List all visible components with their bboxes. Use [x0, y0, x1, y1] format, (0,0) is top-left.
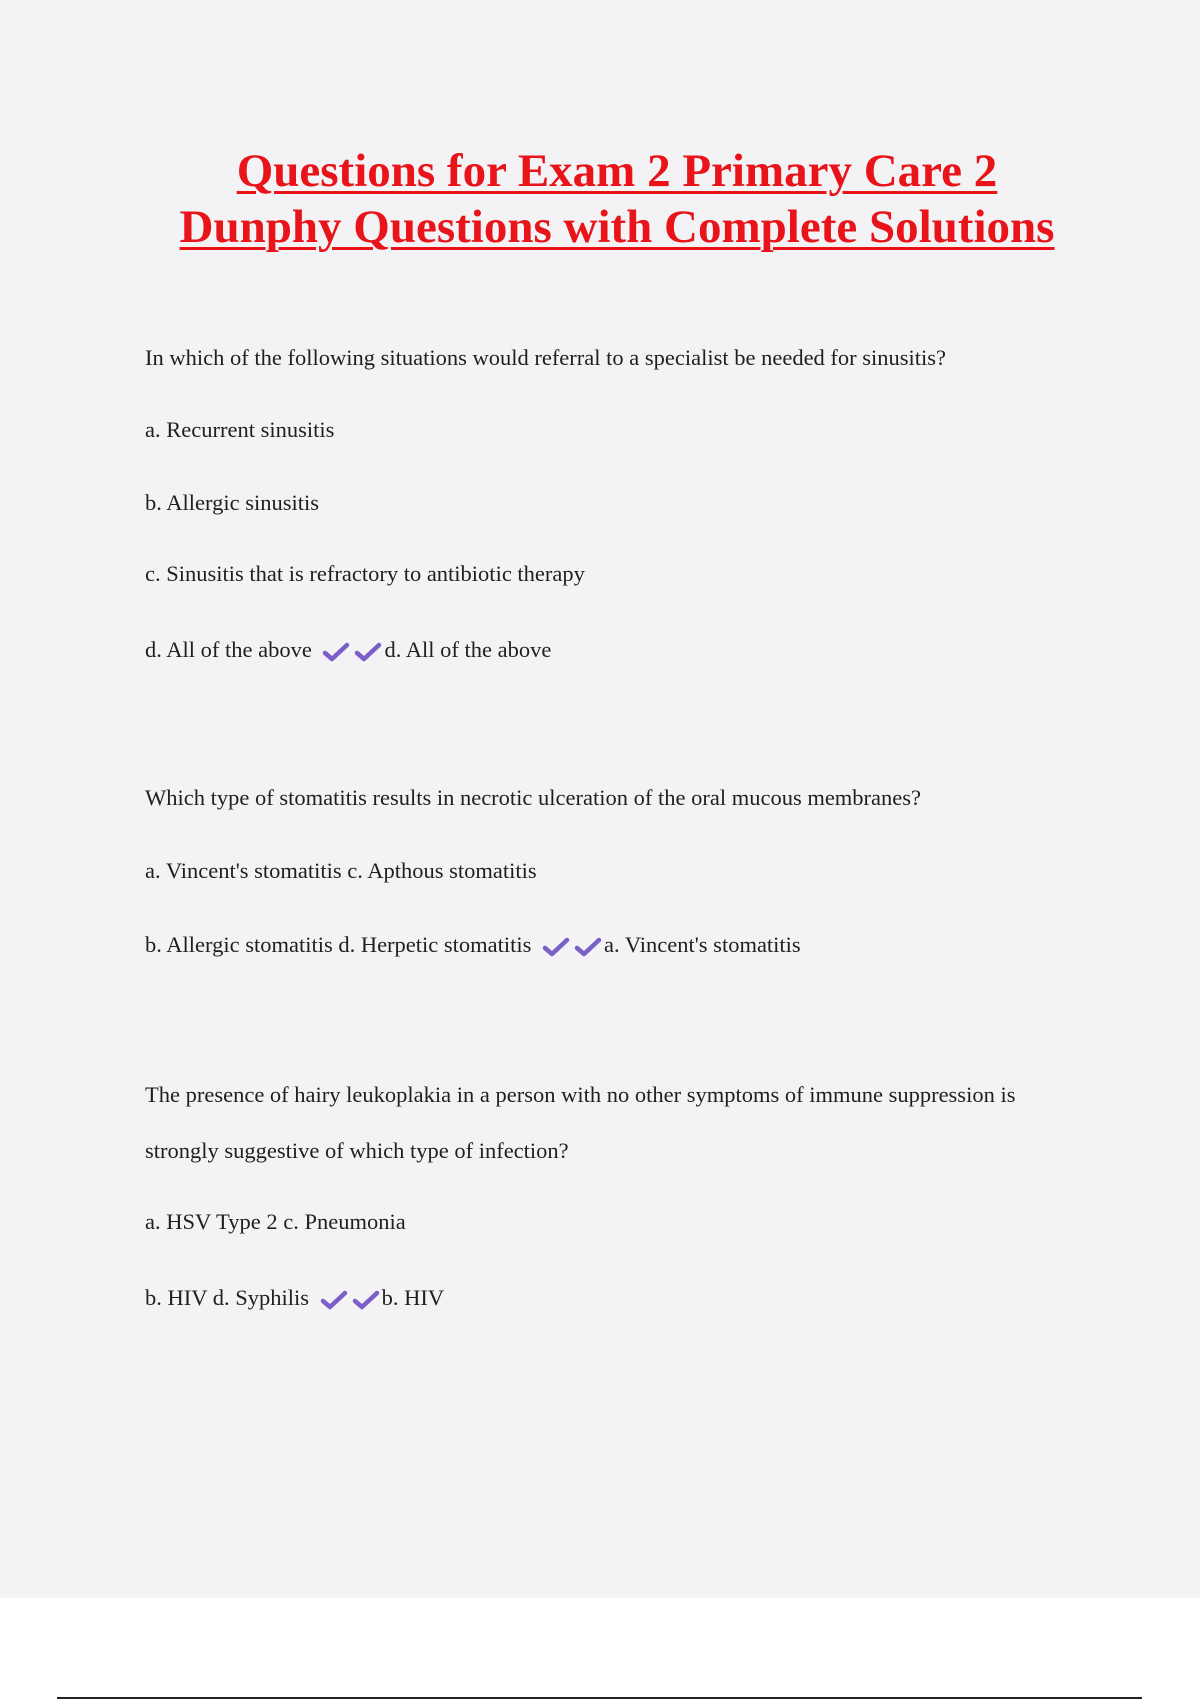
checkmark-icon: [542, 936, 570, 958]
question-1-option-d: d. All of the above: [145, 637, 312, 662]
question-3-options-ac: a. HSV Type 2 c. Pneumonia: [145, 1209, 406, 1234]
checkmark-icon: [320, 1289, 348, 1311]
question-3-options-bd: b. HIV d. Syphilis: [145, 1285, 309, 1310]
checkmark-icon: [574, 936, 602, 958]
question-3-stem-line-2: strongly suggestive of which type of infection?: [145, 1138, 569, 1163]
question-1-option-a: a. Recurrent sinusitis: [145, 417, 335, 442]
question-2-answer-line: [145, 931, 801, 959]
question-3-answer-line: [145, 1284, 444, 1312]
question-1-option-b: b. Allergic sinusitis: [145, 490, 319, 515]
question-2-options-bd: b. Allergic stomatitis d. Herpetic stomatitis: [145, 932, 532, 957]
checkmark-icon: [354, 641, 382, 663]
question-1-stem: In which of the following situations would referral to a specialist be needed for sinusitis?: [145, 345, 947, 370]
question-1-option-c: c. Sinusitis that is refractory to antibiotic therapy: [145, 561, 585, 586]
title-line-1: Questions for Exam 2 Primary Care 2: [236, 145, 998, 197]
question-3-answer: b. HIV: [381, 1285, 445, 1310]
question-1-answer: d. All of the above: [384, 637, 552, 662]
checkmark-icon: [352, 1289, 380, 1311]
document-title: [0, 143, 1200, 255]
question-2-stem: Which type of stomatitis results in necrotic ulceration of the oral mucous membranes?: [145, 785, 922, 810]
checkmark-icon: [322, 641, 350, 663]
title-line-2: Dunphy Questions with Complete Solutions: [179, 201, 1055, 253]
question-3-stem-line-1: The presence of hairy leukoplakia in a person with no other symptoms of immune suppression is: [145, 1082, 1016, 1107]
page-divider: [57, 1697, 1142, 1699]
question-2-options-ac: a. Vincent's stomatitis c. Apthous stomatitis: [145, 858, 537, 883]
question-2-answer: a. Vincent's stomatitis: [604, 932, 801, 957]
question-1-answer-line: [145, 636, 551, 664]
